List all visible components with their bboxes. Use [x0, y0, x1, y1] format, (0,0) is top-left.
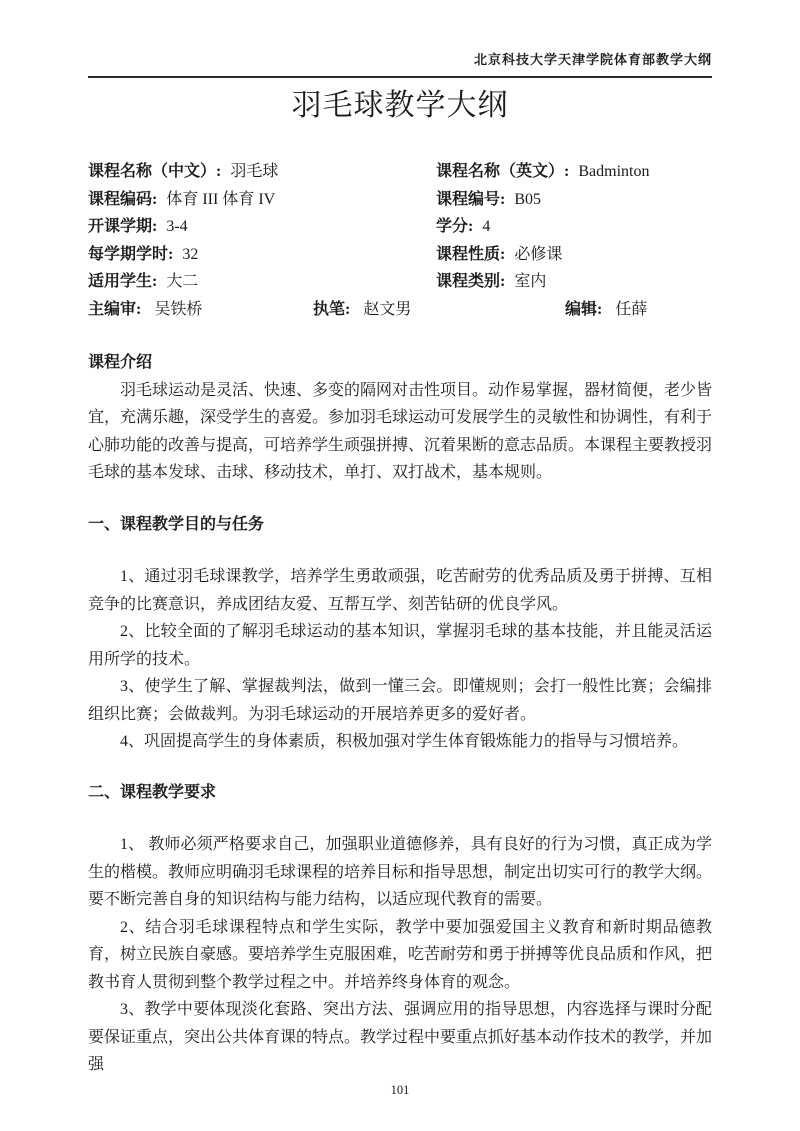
info-label: 课程名称（英文）:: [436, 163, 570, 180]
info-cell: [436, 213, 712, 241]
info-value: 体育 III 体育 IV: [166, 190, 276, 208]
section-teaching-goals: [88, 511, 712, 756]
chief-reviewer: [88, 296, 313, 324]
info-value: 3-4: [166, 218, 188, 235]
info-value: 必修课: [514, 245, 563, 263]
paragraph: 1、通过羽毛球课教学，培养学生勇敢顽强，吃苦耐劳的优秀品质及勇于拼搏、互相竞争的比赛意识，养成团结友爱、互帮互学、刻苦钻研的优良学风。: [88, 568, 712, 613]
info-value: 4: [482, 218, 491, 235]
section-heading: 二、课程教学要求: [88, 783, 217, 801]
info-cell: [436, 241, 712, 269]
info-label: 课程类别:: [436, 273, 506, 290]
editor: [565, 296, 712, 324]
info-cell: [88, 158, 436, 186]
section-heading: 课程介绍: [88, 354, 153, 371]
info-value: 室内: [514, 273, 547, 290]
page-title: 羽毛球教学大纲: [291, 89, 509, 122]
info-row-hours: [88, 241, 712, 269]
info-row-course-name: [88, 158, 712, 186]
info-label: 适用学生:: [88, 273, 158, 290]
info-value: 吴铁桥: [154, 300, 203, 318]
info-value: 任薛: [615, 300, 648, 318]
info-label: 课程性质:: [436, 245, 506, 263]
info-value: B05: [514, 190, 542, 208]
info-row-students: [88, 268, 712, 296]
section-heading: 一、课程教学目的与任务: [88, 515, 265, 533]
info-cell: [436, 268, 712, 296]
info-label: 执笔:: [313, 300, 351, 318]
info-row-authors: [88, 296, 712, 324]
info-label: 开课学期:: [88, 218, 158, 235]
info-cell: [436, 186, 712, 214]
paragraph: 3、教学中要体现淡化套路、突出方法、强调应用的指导思想，内容选择与课时分配要保证重点，突出公共体育课的特点。教学过程中要重点抓好基本动作技术的教学，并加强: [88, 1001, 713, 1073]
info-label: 课程编码:: [88, 190, 158, 208]
info-cell: [88, 268, 436, 296]
info-row-semester: [88, 213, 712, 241]
info-label: 学分:: [436, 218, 474, 235]
section-teaching-requirements: [88, 779, 712, 1079]
info-value: Badminton: [578, 163, 650, 180]
info-value: 赵文男: [363, 300, 412, 318]
info-cell: [88, 241, 436, 269]
page-number: 101: [390, 1082, 410, 1097]
info-label: 课程名称（中文）:: [88, 163, 222, 180]
info-label: 课程编号:: [436, 190, 506, 208]
info-cell: [88, 186, 436, 214]
info-value: 大二: [166, 273, 199, 290]
paragraph: 2、结合羽毛球课程特点和学生实际，教学中要加强爱国主义教育和新时期品德教育，树立民族自豪感。要培养学生克服困难，吃苦耐劳和勇于拼搏等优良品质和作风，把教书育人贯彻到整个教学过程之中。并培养终身体育的观念。: [88, 918, 713, 991]
info-label: 编辑:: [565, 300, 603, 318]
paragraph: 3、使学生了解、掌握裁判法，做到一懂三会。即懂规则；会打一般性比赛；会编排组织比赛；会做裁判。为羽毛球运动的开展培养更多的爱好者。: [88, 678, 712, 723]
paragraph: 羽毛球运动是灵活、快速、多变的隔网对击性项目。动作易掌握，器材简便，老少皆宜，充满乐趣，深受学生的喜爱。参加羽毛球运动可发展学生的灵敏性和协调性，有利于心肺功能的改善与提高，可培养学生顽强拼搏、沉着果断的意志品质。本课程主要教授羽毛球的基本发球、击球、移动技术，单打、双打战术，基本规则。: [88, 381, 713, 481]
running-header: 北京科技大学天津学院体育部教学大纲: [88, 52, 712, 78]
info-value: 32: [182, 245, 199, 263]
paragraph: 4、巩固提高学生的身体素质，积极加强对学生体育锻炼能力的指导与习惯培养。: [120, 733, 689, 750]
course-info-table: [88, 158, 712, 323]
info-value: 羽毛球: [230, 163, 279, 180]
info-cell: [88, 213, 436, 241]
info-label: 主编审:: [88, 300, 142, 318]
writer: [313, 296, 565, 324]
paragraph: 2、比较全面的了解羽毛球运动的基本知识，掌握羽毛球的基本技能，并且能灵活运用所学的技术。: [88, 623, 712, 668]
info-label: 每学期学时:: [88, 245, 174, 263]
info-row-course-code: [88, 186, 712, 214]
section-course-introduction: [88, 349, 712, 487]
paragraph: 1、 教师必须严格要求自己，加强职业道德修养，具有良好的行为习惯，真正成为学生的楷模。教师应明确羽毛球课程的培养目标和指导思想，制定出切实可行的教学大纲。要不断完善自身的知识结构与能力结构，以适应现代教育的需要。: [88, 836, 713, 908]
info-cell: [436, 158, 712, 186]
